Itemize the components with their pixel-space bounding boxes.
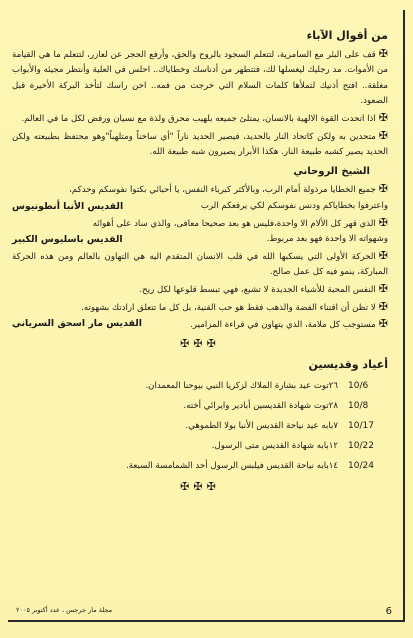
paragraph-text: النفس المحبة للأشياء الجديدة لا تشبع، فهي تبسط قلوعها لكل ريح. (139, 284, 376, 295)
paragraph-text: جميع الخطايا مرذولة أمام الرب، وبالأكثر كبرياء النفس، يا أحبائي بكتوا نفوسكم وحدكم، (69, 185, 376, 196)
feast-description: ٢٨توت شهادة القديسين أبادير وايرائي أخته. (183, 401, 338, 412)
quote-attribution-line (12, 199, 388, 215)
cross-divider: ✠✠✠ (180, 479, 220, 493)
feast-row (12, 457, 388, 477)
paragraph (12, 110, 388, 128)
cross-icon: ✠ (378, 128, 388, 142)
cross-divider: ✠✠✠ (180, 336, 220, 350)
paragraph-text: الذي قهر كل الألام الا واحدة،فليس هو بعد صحيحا معافى، والذي ساد على أهوائه (92, 218, 376, 229)
paragraph (12, 281, 388, 299)
content (12, 28, 388, 500)
feast-date: 10/22 (348, 441, 374, 452)
saint-name: القديس مار اسحق السرياني (12, 318, 142, 330)
paragraph (12, 248, 388, 281)
paragraph (12, 181, 388, 199)
paragraph-text: واعترفوا بخطاياكم ودنس نفوسكم لكي يرفعكم الرب (200, 200, 388, 211)
cross-icon: ✠ (378, 299, 388, 313)
paragraph-text: لا تظن أن اقتناء الفضة والذهب فقط هو حب القنية، بل كل ما تتعلق ارادتك بشهوته. (81, 302, 376, 313)
cross-icon: ✠ (378, 317, 388, 331)
feast-description: ٧بابه عيد نياحة القديس الأنبا بولا الطموهي. (185, 421, 338, 432)
cross-icon: ✠ (378, 215, 388, 229)
paragraph-text: قف على البئر مع السامرية، لتتعلم السجود بالروح والحق، وأرفع الحجر عن لعازر، لتتعلم ما هي القيامة من الأموات. مد رجليك ليغسلها لك، فتتطهر من أدناسك وخطاياك.. احلس في العلية وأنتظر مجيئه والأبواب مغلقة.. افتح أذنيك لتملأها كلمات السلام التي خرجت من فمه.. احن راسك لتأخذ البركة الأخيرة قبل الصعود. (12, 49, 388, 107)
cross-icon: ✠ (378, 182, 388, 196)
feast-date: 10/8 (348, 401, 369, 412)
quote-attribution-line (12, 316, 388, 334)
feast-description: ١٤بابه نياحة القديس فيلبس الرسول أحد الشمامسة السبعة. (126, 461, 338, 472)
page-number: 6 (385, 606, 392, 617)
paragraph (12, 128, 388, 161)
saint-name: القديس الأنبا أنطونيوس (12, 200, 124, 212)
paragraph-text: وشهواته الا واحدة فهو بعد مربوط. (266, 234, 388, 245)
paragraph-text: متحدين به ولكن كاتحاد النار بالحديد، فيصير الحديد ناراً "أي ساخناً ومتلهباً"وهو محتفظ بطبيعته ولكن الحديد يصير كشبه طبيعة النار. هكذا الأبرار يصيرون شبه طبيعة الله. (12, 131, 388, 158)
feast-description: ٢٦توت عيد بشارة الملاك لزكريا النبي بيوحنا المعمدان. (145, 381, 338, 392)
page-footer (16, 606, 396, 617)
feast-date: 10/17 (348, 421, 374, 432)
quote-attribution-line (12, 232, 388, 248)
section-title-feasts: أعياد وقديسين (308, 358, 388, 372)
issue-info: مجلة مار جرجس ، عدد أكتوبر ٢٠٠٥ (16, 606, 113, 614)
feast-row (12, 417, 388, 437)
cross-icon: ✠ (378, 248, 388, 262)
paragraph-text: مستوجب كل ملامة، الذي يتهاون في قراءة المزامير. (190, 320, 376, 331)
feast-row (12, 437, 388, 457)
cross-icon: ✠ (378, 281, 388, 295)
section-title-spiritual-elder: الشيخ الروحاني (293, 165, 370, 177)
section-title-fathers: من أقوال الآباء (306, 29, 388, 42)
paragraph (12, 299, 388, 317)
feast-date: 10/24 (348, 461, 374, 472)
saint-name: القديس باسليوس الكبير (12, 234, 123, 246)
cross-icon: ✠ (378, 46, 388, 60)
feast-row (12, 397, 388, 417)
feast-date: 10/6 (348, 381, 369, 392)
paragraph (12, 215, 388, 233)
paragraph-text: اذا اتحدت القوة الالهية بالانسان، يمتلئ جميعه بلهيب محرق ولذة مع نسيان ورفض لكل ما في العالم. (21, 113, 376, 124)
paragraph-text: الحركة الأولى التي يسكبها الله في قلب الانسان المتقدم اليه هي التهاون بالعالم ومن هذه الحركة المباركة، ينمو فيه كل عمل صالح. (12, 251, 388, 278)
paragraph (12, 46, 388, 110)
cross-icon: ✠ (378, 110, 388, 124)
feast-description: ١٢بابه شهادة القديس متى الرسول. (211, 441, 338, 452)
feast-row (12, 377, 388, 397)
